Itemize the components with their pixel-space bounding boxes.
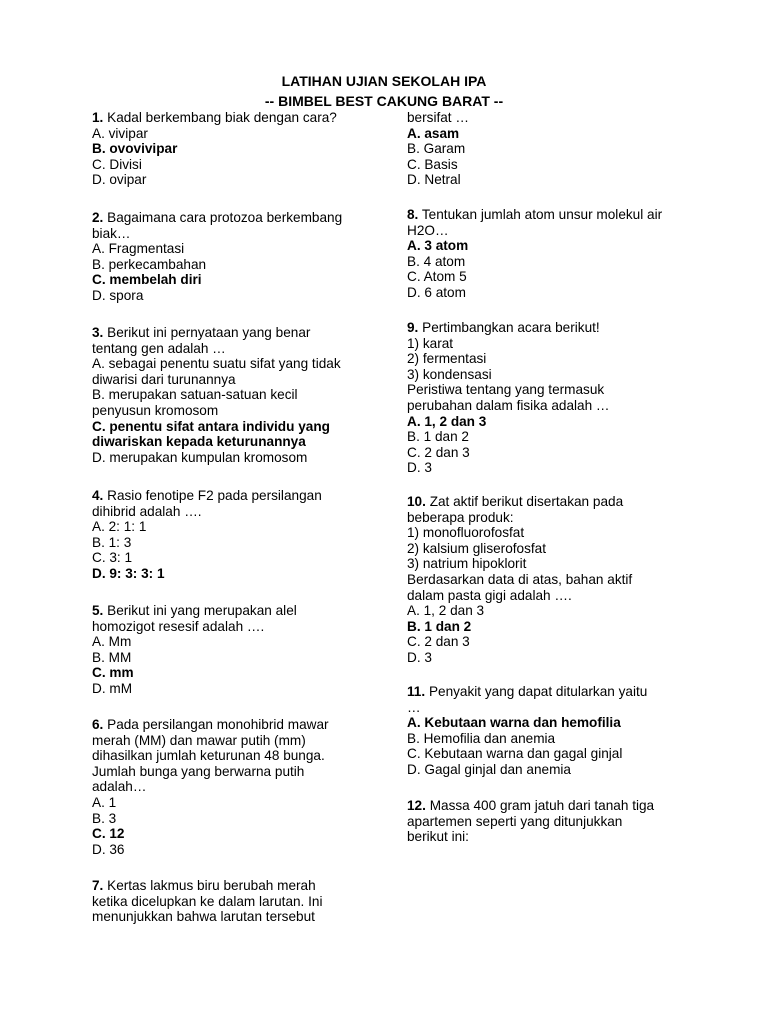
answer-option: A. 1: [92, 794, 117, 810]
question-text-span: Berdasarkan data di atas, bahan aktif: [407, 571, 633, 587]
question-text-span: diwarisi dari turunannya: [92, 371, 236, 387]
answer-option-correct: D. 9: 3: 3: 1: [92, 565, 165, 581]
question-text: [92, 325, 341, 341]
question-text-span: Tentukan jumlah atom unsur molekul air: [421, 207, 663, 222]
question-number: 5.: [92, 603, 104, 618]
answer-option: D. Netral: [407, 172, 461, 188]
answer-option-correct: C. penentu sifat antara individu yang: [92, 418, 330, 434]
question-text-line: [92, 226, 342, 242]
question-text: [92, 717, 329, 733]
question-text-span: 1) karat: [407, 335, 454, 351]
question-text-span: Berikut ini pernyataan yang benar: [107, 325, 311, 340]
question-text-span: homozigot resesif adalah ….: [92, 618, 265, 634]
question-number: 6.: [92, 717, 104, 732]
answer-option: B. 1: 3: [92, 534, 132, 550]
question-text-line: [92, 909, 322, 925]
document-title: LATIHAN UJIAN SEKOLAH IPA: [281, 73, 487, 89]
question-text-line: [92, 504, 322, 520]
question-block: [92, 878, 322, 925]
answer-option: B. 3: [92, 810, 117, 826]
question-text-span: Bagaimana cara protozoa berkembang: [107, 210, 343, 225]
question-text-span: beberapa produk:: [407, 509, 514, 525]
question-text-line: [407, 382, 610, 398]
question-text-line: [92, 779, 329, 795]
answer-option: B. MM: [92, 649, 132, 665]
question-text-line: [407, 829, 654, 845]
question-text-line: [407, 223, 662, 239]
answer-option-correct: A. Kebutaan warna dan hemofilia: [407, 715, 621, 731]
question-text-span: perubahan dalam fisika adalah …: [407, 397, 610, 413]
question-block: [407, 320, 610, 476]
question-text-span: tentang gen adalah …: [92, 340, 226, 356]
question-text-span: 2) kalsium gliserofosfat: [407, 540, 547, 556]
question-text-line: [407, 398, 610, 414]
question-text: [407, 798, 654, 814]
question-block: [407, 798, 654, 845]
question-text-span: Pertimbangkan acara berikut!: [422, 320, 600, 335]
question-text-span: 2) fermentasi: [407, 351, 487, 367]
question-text-span: merah (MM) dan mawar putih (mm): [92, 732, 306, 748]
question-text-span: ketika dicelupkan ke dalam larutan. Ini: [92, 893, 323, 909]
question-text-span: apartemen seperti yang ditunjukkan: [407, 813, 623, 829]
answer-option: C. 3: 1: [92, 550, 133, 566]
question-text: [407, 684, 647, 700]
answer-option: B. Garam: [407, 141, 466, 157]
answer-option-correct: C. membelah diri: [92, 272, 202, 288]
answer-option: C. Divisi: [92, 156, 142, 172]
answer-option: D. 3: [407, 649, 432, 665]
question-text-span: dihasilkan jumlah keturunan 48 bunga.: [92, 748, 325, 764]
question-text: [92, 878, 322, 894]
question-text-line: [92, 403, 341, 419]
question-text-span: 3) kondensasi: [407, 366, 492, 382]
question-text-span: Berikut ini yang merupakan alel: [107, 603, 297, 618]
answer-option-correct: C. 12: [92, 826, 125, 842]
answer-option: C. 2 dan 3: [407, 444, 470, 460]
answer-option: A. Fragmentasi: [92, 241, 185, 257]
question-text-span: 1) monofluorofosfat: [407, 525, 525, 541]
answer-option: B. 4 atom: [407, 253, 466, 269]
question-text-line: [407, 351, 610, 367]
question-text-span: dalam pasta gigi adalah ….: [407, 587, 572, 603]
answer-option: C. 2 dan 3: [407, 634, 470, 650]
question-text-line: [407, 588, 632, 604]
question-text-line: [407, 700, 647, 716]
question-text: [407, 494, 632, 510]
question-block: [92, 717, 329, 857]
question-number: 8.: [407, 207, 419, 222]
question-text: [92, 110, 337, 126]
question-text-line: [407, 556, 632, 572]
question-text-span: Peristiwa tentang yang termasuk: [407, 382, 605, 398]
question-block: [92, 603, 297, 697]
answer-option-correct: A. 1, 2 dan 3: [407, 413, 487, 429]
answer-option: D. Gagal ginjal dan anemia: [407, 761, 571, 777]
question-text-line: [407, 367, 610, 383]
question-text-span: Massa 400 gram jatuh dari tanah tiga: [429, 798, 655, 813]
question-text-span: Zat aktif berikut disertakan pada: [429, 494, 624, 509]
answer-option: D. ovipar: [92, 172, 147, 188]
question-text-line: [407, 510, 632, 526]
question-number: 9.: [407, 320, 419, 335]
question-number: 1.: [92, 110, 104, 125]
question-text-span: biak…: [92, 225, 131, 241]
answer-option-correct: diwariskan kepada keturunannya: [92, 434, 306, 450]
question-text: [407, 207, 662, 223]
answer-option: C. Kebutaan warna dan gagal ginjal: [407, 746, 623, 762]
question-block: [407, 110, 469, 188]
question-text-line: [407, 572, 632, 588]
answer-option-correct: B. ovovivipar: [92, 141, 178, 157]
question-text-span: adalah…: [92, 779, 147, 795]
answer-option: D. 36: [92, 841, 125, 857]
question-text-line: [407, 336, 610, 352]
question-text-line: [92, 387, 341, 403]
question-block: [407, 207, 662, 301]
answer-option: B. 1 dan 2: [407, 429, 469, 445]
question-number: 2.: [92, 210, 104, 225]
question-number: 3.: [92, 325, 104, 340]
answer-option-correct: B. 1 dan 2: [407, 618, 472, 634]
answer-option: B. perkecambahan: [92, 256, 207, 272]
answer-option: D. 6 atom: [407, 284, 466, 300]
question-text-line: [92, 764, 329, 780]
question-text-span: Kadal berkembang biak dengan cara?: [107, 110, 337, 125]
question-text-span: Pada persilangan monohibrid mawar: [107, 717, 329, 732]
question-number: 12.: [407, 798, 426, 813]
question-text-line: [407, 525, 632, 541]
question-text-line: [407, 814, 654, 830]
question-text: [92, 488, 322, 504]
question-number: 7.: [92, 878, 104, 893]
answer-option: A. vivipar: [92, 125, 148, 141]
question-block: [92, 488, 322, 582]
answer-option-correct: A. asam: [407, 125, 460, 141]
question-block: [407, 494, 632, 666]
answer-option: A. 1, 2 dan 3: [407, 603, 485, 619]
question-text-span: menunjukkan bahwa larutan tersebut: [92, 909, 315, 925]
question-text: [407, 320, 610, 336]
question-text-span: 3) natrium hipoklorit: [407, 556, 527, 572]
question-text-span: B. merupakan satuan-satuan kecil: [92, 387, 298, 403]
question-text-line: [407, 541, 632, 557]
question-block: [92, 110, 337, 188]
question-text-span: penyusun kromosom: [92, 402, 219, 418]
question-text-line: [92, 733, 329, 749]
question-text-line: [92, 356, 341, 372]
question-number: 11.: [407, 684, 426, 699]
question-number: 10.: [407, 494, 426, 509]
question-text-span: …: [407, 699, 421, 715]
question-text-span: Rasio fenotipe F2 pada persilangan: [107, 488, 322, 503]
question-text-line: [92, 619, 297, 635]
question-text-line: [92, 894, 322, 910]
question-text-span: A. sebagai penentu suatu sifat yang tidak: [92, 356, 341, 372]
question-text: [92, 210, 342, 226]
answer-option: C. Basis: [407, 156, 458, 172]
answer-option: B. Hemofilia dan anemia: [407, 730, 556, 746]
question-text-span: dihibrid adalah ….: [92, 503, 202, 519]
question-text-span: Jumlah bunga yang berwarna putih: [92, 763, 305, 779]
question-text-span: H2O…: [407, 222, 449, 238]
answer-option: C. Atom 5: [407, 269, 467, 285]
question-text-span: bersifat …: [407, 110, 469, 125]
question-block: [92, 210, 342, 304]
answer-option: D. merupakan kumpulan kromosom: [92, 449, 308, 465]
question-block: [407, 684, 647, 778]
question-text: [407, 110, 469, 126]
answer-option: D. 3: [407, 460, 432, 476]
answer-option-correct: C. mm: [92, 665, 134, 681]
answer-option: D. mM: [92, 680, 133, 696]
answer-option: A. 2: 1: 1: [92, 519, 147, 535]
answer-option: A. Mm: [92, 634, 132, 650]
question-text-span: berikut ini:: [407, 829, 469, 845]
answer-option-correct: A. 3 atom: [407, 238, 469, 254]
question-text-line: [92, 372, 341, 388]
question-text-line: [92, 341, 341, 357]
question-text-line: [92, 748, 329, 764]
question-number: 4.: [92, 488, 104, 503]
question-text-span: Penyakit yang dapat ditularkan yaitu: [428, 684, 648, 699]
document-subtitle: -- BIMBEL BEST CAKUNG BARAT --: [264, 93, 504, 109]
question-block: [92, 325, 341, 465]
question-text: [92, 603, 297, 619]
answer-option: D. spora: [92, 287, 144, 303]
question-text-span: Kertas lakmus biru berubah merah: [107, 878, 316, 893]
